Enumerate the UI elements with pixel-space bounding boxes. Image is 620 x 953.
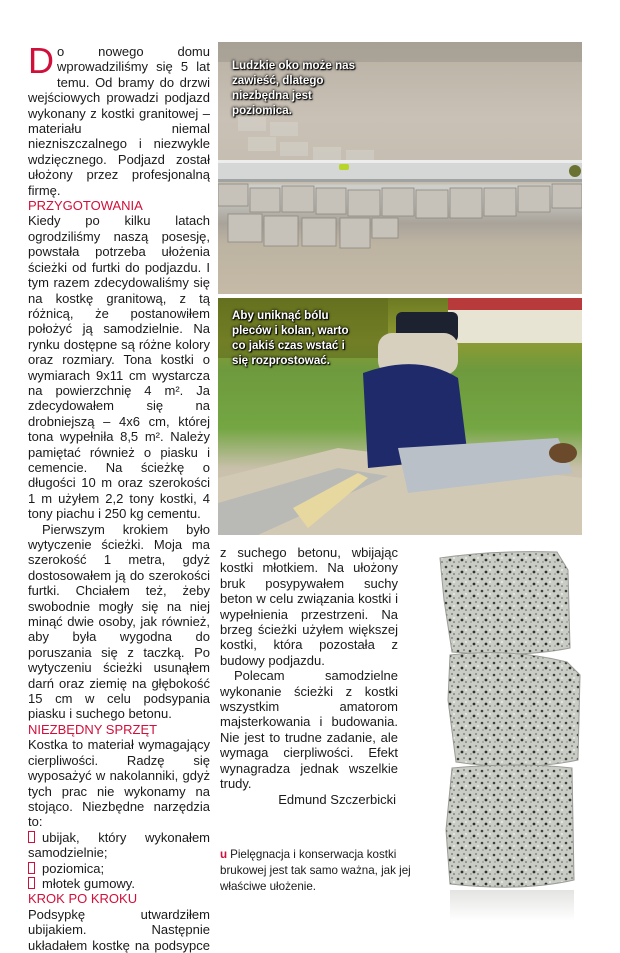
list-item: poziomica; xyxy=(28,861,210,876)
note-text: Pielęgnacja i konserwacja kostki brukowej jest tak samo ważna, jak jej właściwe ułożenie. xyxy=(220,847,411,893)
photo-caption-worker: Aby uniknąć bólu pleców i kolan, warto co jakiś czas wstać i się rozprostować. xyxy=(232,309,349,367)
article-column-left xyxy=(28,40,210,953)
paragraph: Kostka to materiał wymagający cierpliwości. Radzę się wyposażyć w nakolanniki, gdyż tych prac nie wykonamy na stojąco. Niezbędne narzędzia to: xyxy=(28,737,210,830)
note-marker: u xyxy=(220,847,228,861)
bullet-icon xyxy=(28,877,35,889)
granite-cube-top xyxy=(440,552,570,655)
section-heading-equipment: NIEZBĘDNY SPRZĘT xyxy=(28,721,158,737)
photo-caption-level: Ludzkie oko może nas zawieść, dlatego niezbędna jest poziomica. xyxy=(232,59,356,117)
sidebar-note xyxy=(220,847,420,895)
paragraph: Kiedy po kilku latach ogrodziliśmy naszą posesję, powstała potrzeba ułożenia ścieżki od furtki do podjazdu. I tym razem zdecydowaliśmy się na kostkę granitową, z tą różnicą, że postanowiłem położyć ją samodzielnie. Na rynku dostępne są różne kolory oraz rozmiary. Tona kostki o wymiarach 9x11 cm wystarcza na powierzchnię 4 m². Ja zdecydowałem się na drobniejszą – 4x6 cm, której tona wypełniła 8,5 m². Należy pamiętać również o piasku i cemencie. Na ścieżkę o długości 10 m oraz szerokości 1 m użyłem 2,2 tony kostki, 4 tony piachu i 250 kg cementu. xyxy=(28,213,210,522)
intro-paragraph: Do nowego domu wprowadziliśmy się 5 lat temu. Od bramy do drzwi wejściowych prowadzi podjazd wykonany z kostki granitowej – materiału niemal niezniszczalnego i niezwykle wdzięcznego. Podjazd został ułożony przez profesjonalną firmę. xyxy=(28,40,210,198)
list-item: młotek gumowy. xyxy=(28,876,210,891)
bullet-icon xyxy=(28,831,35,843)
section-heading-preparation: PRZYGOTOWANIA xyxy=(28,198,143,214)
author-signature: Edmund Szczerbicki xyxy=(278,791,396,807)
list-item: ubijak, który wykonałem samodzielnie; xyxy=(28,829,210,861)
paragraph: z suchego betonu, wbijając kostki młotkiem. Na ułożony bruk posypywałem suchy beton w celu związania kostki i wypełnienia przestrzeni. Na brzeg ścieżki użyłem większej kostki, która pozostała z budowy podjazdu. xyxy=(220,545,398,668)
bubble-level-vial xyxy=(339,164,349,170)
granite-cube-middle xyxy=(448,653,580,767)
drop-cap: D xyxy=(28,40,54,81)
photo-worker-laying-stones xyxy=(218,298,582,535)
paragraph: Pierwszym krokiem było wytyczenie ścieżki. Moja ma szerokość 1 metra, gdyż dostosowałem ją do szerokości furtki. Chciałem też, żeby swobodnie mogły się na niej minąć dwie osoby, jak również, aby była wygodna do poruszania się z taczką. Po wytyczeniu ścieżki usunąłem darń oraz ziemię na głębokość 15 cm w celu podsypania piasku i suchego betonu. xyxy=(28,521,210,722)
granite-cube-bottom xyxy=(446,765,574,887)
stacked-granite-cubes-image xyxy=(432,540,602,921)
bullet-icon xyxy=(28,862,35,874)
paragraph: Polecam samodzielne wykonanie ścieżki z kostki wszystkim amatorom majsterkowania i budowania. Nie jest to trudne zadanie, ale wymaga cierpliwości. Efekt wynagradza jednak wszelkie trudy. xyxy=(220,668,398,792)
section-heading-steps: KROK PO KROKU xyxy=(28,891,138,907)
photo-level-on-paving xyxy=(218,42,582,294)
article-column-middle xyxy=(220,545,411,895)
paragraph: Podsypkę utwardziłem ubijakiem. Następnie układałem kostkę na podsypce xyxy=(28,906,210,953)
